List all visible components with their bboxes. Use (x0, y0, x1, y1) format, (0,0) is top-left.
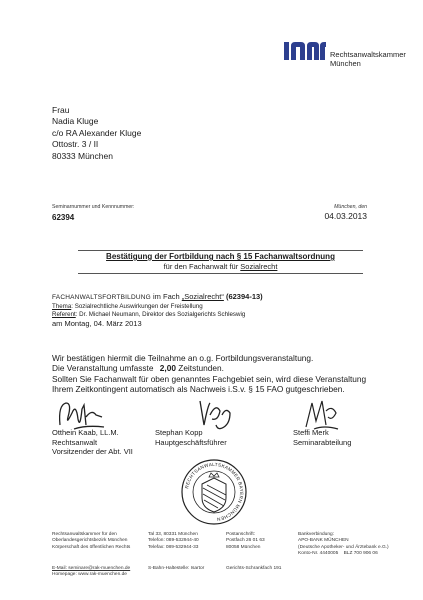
seminar-number: 62394 (52, 213, 75, 222)
footer-col-2-line-3: Telefax: 089-532944-33 (148, 544, 199, 550)
footer-col-2-line-1: Tal 33, 80331 München (148, 532, 198, 537)
signatory-1-name: Otthein Kaab, LL.M. (52, 428, 119, 437)
footer-email-link[interactable]: E-Mail: seminare@rak-muenchen.de (52, 566, 131, 571)
logo-line-2: München (330, 59, 361, 68)
footer-transit: S-Bahn-Haltestelle: Isartor (148, 566, 205, 571)
recipient-salutation: Frau (52, 105, 70, 115)
seminar-number-label: Seminarnummer und Kennnummer: (52, 204, 135, 210)
recipient-name: Nadia Kluge (52, 116, 99, 127)
letter-date: 04.03.2013 (324, 211, 367, 221)
referent-label: Referent (52, 310, 76, 318)
signatory-3-role: Seminarabteilung (293, 437, 352, 447)
course-thema (52, 303, 263, 311)
course-caps-label: FACHANWALTSFORTBILDUNG (52, 294, 151, 301)
body-line-2 (52, 363, 382, 373)
recipient-address (52, 105, 141, 162)
signatory-2 (155, 428, 227, 447)
course-details (52, 292, 263, 328)
course-field-prefix: im Fach (153, 292, 180, 301)
footer-col-4-line-2: APO-BANK MÜNCHEN (298, 538, 349, 544)
footer-col-3 (226, 532, 265, 551)
course-date: am Montag, 04. März 2013 (52, 318, 142, 328)
footer-col-3-line-2: Postfach 26 01 63 (226, 538, 265, 544)
footer-col-4-line-1: Bankverbindung: (298, 532, 335, 537)
footer-col-1-line-1: Rechtsanwaltskammer für den (52, 532, 117, 537)
referent-value: : Dr. Michael Neumann, Direktor des Sozialgerichts Schleswig (75, 310, 246, 318)
recipient-street: Ottostr. 3 / II (52, 139, 99, 150)
date-label: München, den (334, 204, 367, 210)
document-title-box (78, 250, 363, 274)
signatory-2-name: Stephan Kopp (155, 428, 203, 437)
footer-col-2 (148, 532, 199, 551)
body-line-2-suffix: Zeitstunden. (178, 363, 224, 374)
thema-value: : Sozialrechtliche Auswirkungen der Freistellung (71, 302, 203, 310)
subtitle-field: Sozialrecht (240, 262, 278, 271)
footer-court-box: Gerichts-Schrankfach 191 (226, 566, 282, 571)
course-field-value: „Sozialrecht“ (181, 292, 224, 301)
footer-col-3-line-3: 80058 München (226, 544, 261, 550)
recipient-city: 80333 München (52, 150, 113, 161)
seal-ring-text: RECHTSANWALTSKAMMER BAYERN MÜNCHEN (184, 461, 245, 522)
signatory-3-name: Steffi Merk (293, 428, 329, 437)
recipient-co: c/o RA Alexander Kluge (52, 127, 142, 138)
logo-line-1: Rechtsanwaltskammer (330, 50, 406, 59)
body-line-3: Sollten Sie Fachanwalt für oben genanntes Fachgebiet sein, wird diese Veranstaltung (52, 373, 367, 384)
signatory-1 (52, 428, 133, 457)
signatory-1-role: Rechtsanwalt (52, 437, 98, 447)
official-seal-icon (180, 458, 248, 526)
body-hours: 2,00 (159, 363, 176, 374)
footer-col-1 (52, 532, 130, 551)
footer-contact (52, 566, 130, 579)
footer-col-4 (298, 532, 389, 557)
footer-homepage-link[interactable]: Homepage: www.rak-muenchen.de (52, 572, 127, 578)
footer-col-1-line-3: Körperschaft des öffentlichen Rechts (52, 544, 131, 550)
rak-logo-text (330, 50, 406, 68)
footer-col-3-line-1: Postanschrift: (226, 532, 256, 537)
footer-col-2-line-2: Telefon: 089-532944-40 (148, 538, 199, 544)
document-title: Bestätigung der Fortbildung nach § 15 Fachanwaltsordnung (106, 252, 335, 261)
document-subtitle (78, 262, 363, 272)
signatory-2-role: Hauptgeschäftsführer (155, 437, 227, 447)
footer-col-4-line-4: Konto-Nr. 4440005 BLZ 700 906 06 (298, 550, 378, 556)
subtitle-prefix: für den Fachanwalt für (163, 262, 239, 271)
course-referent (52, 311, 263, 319)
footer-col-1-line-2: Oberlandesgerichtsbezirk München (52, 538, 128, 544)
course-code: (62394-13) (225, 292, 263, 301)
signatory-1-role-2: Vorsitzender der Abt. VII (52, 447, 133, 457)
body-line-2-prefix: Die Veranstaltung umfasste (52, 363, 154, 374)
signatory-3 (293, 428, 351, 447)
body-line-4: Ihrem Zeitkontingent automatisch als Nachweis i.S.v. § 15 FAO gutgeschrieben. (52, 383, 345, 394)
rak-logo-icon (284, 34, 326, 62)
confirmation-text (52, 353, 382, 394)
thema-label: Thema (52, 302, 72, 310)
body-line-1: Wir bestätigen hiermit die Teilnahme an o.g. Fortbildungsveranstaltung. (52, 353, 314, 363)
footer-col-4-line-3: (Deutsche Apotheker- und Ärztebank e.G.) (298, 544, 389, 550)
course-heading (52, 292, 263, 303)
